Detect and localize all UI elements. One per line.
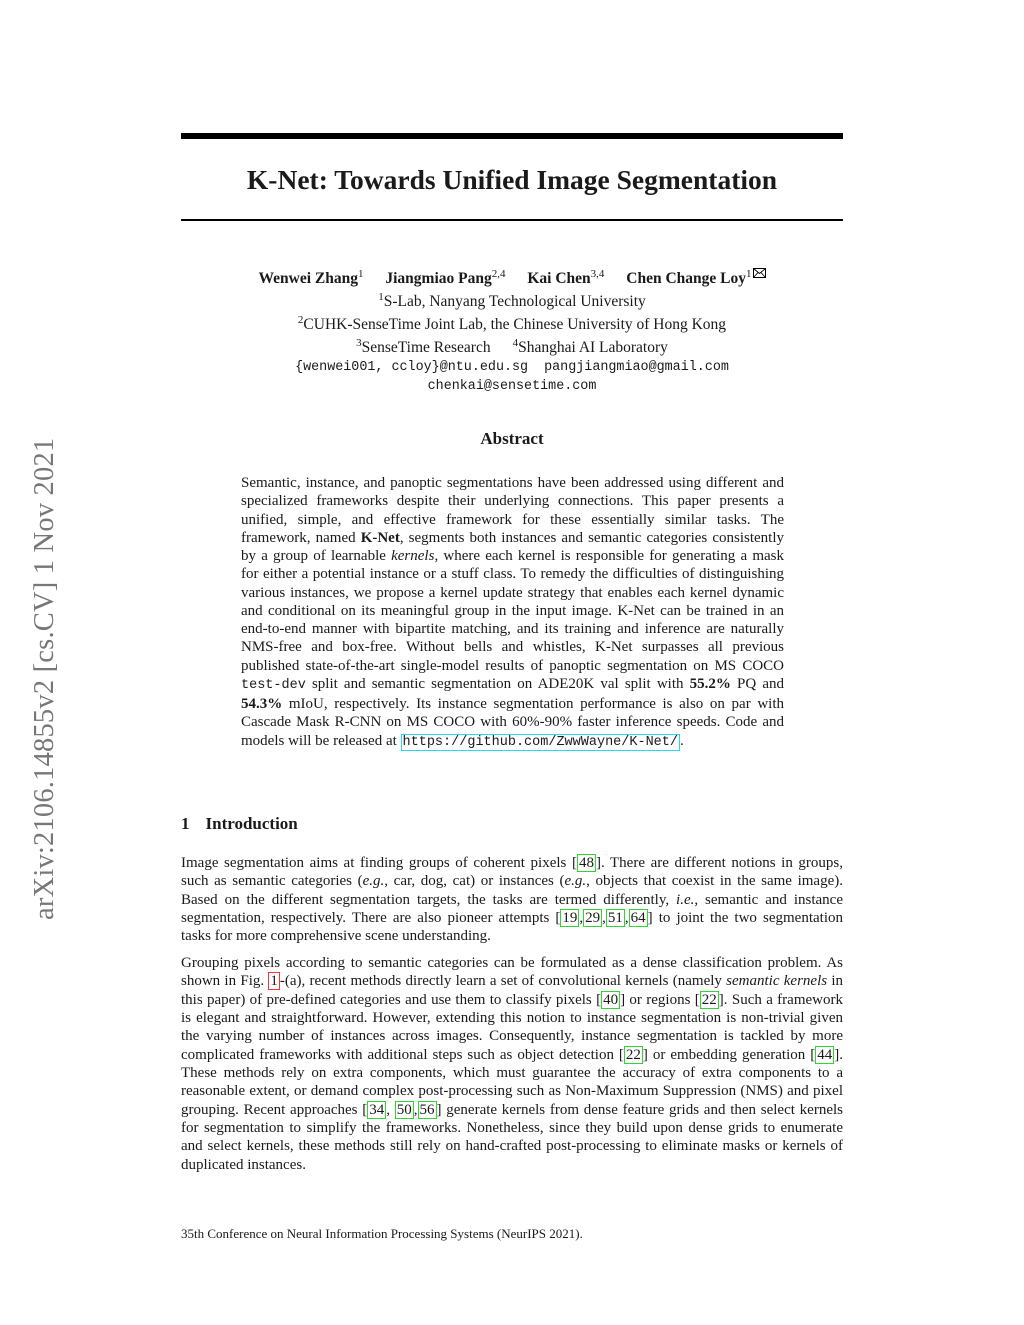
citation-link[interactable]: 51 bbox=[607, 910, 623, 927]
affiliation-line: $^3$SenseTime Research $^4$Shanghai AI Laboratory bbox=[356, 337, 668, 357]
author: Chen Change Loy$^1$ bbox=[626, 270, 765, 287]
author-names bbox=[181, 265, 843, 288]
citation-link[interactable]: 40 bbox=[603, 991, 619, 1008]
affiliation-line: $^2$CUHK-SenseTime Joint Lab, the Chinese University of Hong Kong bbox=[297, 314, 727, 334]
author: Jiangmiao Pang$^{2,4}$ bbox=[385, 268, 506, 288]
author: Kai Chen$^{3,4}$ bbox=[527, 268, 605, 288]
citation-link[interactable]: 48 bbox=[578, 855, 594, 871]
citation-link[interactable]: 29 bbox=[585, 910, 601, 927]
figure-link[interactable]: 1 bbox=[270, 973, 278, 990]
email-line: chenkai@sensetime.com bbox=[427, 378, 597, 394]
title-top-rule bbox=[181, 133, 843, 139]
citation-link[interactable]: 56 bbox=[419, 1101, 435, 1118]
citation-link[interactable]: 44 bbox=[817, 1046, 833, 1063]
citation-link[interactable]: 22 bbox=[701, 991, 717, 1008]
paper-title: K-Net: Towards Unified Image Segmentation bbox=[246, 164, 778, 195]
envelope-icon bbox=[753, 268, 766, 278]
citation-link[interactable]: 64 bbox=[630, 910, 646, 927]
abstract-heading: Abstract bbox=[480, 429, 544, 448]
section-heading-introduction: 1 Introduction bbox=[181, 814, 298, 833]
code-link[interactable]: https://github.com/ZwwWayne/K-Net/ bbox=[402, 734, 678, 750]
citation-link[interactable]: 19 bbox=[562, 910, 578, 927]
abstract-text: Semantic, instance, and panoptic segmentations have been addressed using different and specialized frameworks despite their underlying connections. This paper presents a unified, simple, and effective framework for these essentially similar tasks. The framework, named K-Net, segments both instances and semantic categories consistently by a group of learnable kernels, where each kernel is responsible for generating a mask for either a potential instance or a stuff class. To remedy the difficulties of distinguishing various instances, we propose a kernel update strategy that enables each kernel dynamic and conditional on its meaningful group in the input image. K-Net can be trained in an end-to-end manner with bipartite matching, and its training and inference are naturally NMS-free and box-free. Without bells and whistles, K-Net surpasses all previous published state-of-the-art single-model results of panoptic segmentation on MS COCO test-dev split and semantic segmentation on ADE20K val split with 55.2% PQ and 54.3% mIoU, respectively. Its instance segmentation performance is also on par with Cascade Mask R-CNN on MS COCO with 60%-90% faster inference speeds. Code and models will be released at https://github.com/ZwwWayne/K-Net/ . bbox=[241, 475, 784, 750]
author: Wenwei Zhang$^1$ bbox=[258, 268, 364, 288]
citation-link[interactable]: 34 bbox=[369, 1101, 385, 1118]
citation-link[interactable]: 22 bbox=[625, 1046, 641, 1063]
author-block bbox=[181, 265, 843, 396]
citation-link[interactable]: 50 bbox=[396, 1101, 412, 1118]
arxiv-stamp: arXiv:2106.14855v2 [cs.CV] 1 Nov 2021 bbox=[29, 437, 60, 920]
title-bottom-rule bbox=[181, 219, 843, 221]
intro-paragraph-1: Image segmentation aims at finding groups of coherent pixels [ 48 ]. There are different notions in groups, such as semantic categories (e.g., car, dog, cat) or instances (e.g., objects that coexist in the same image). Based on the different segmentation targets, the tasks are termed differently, i.e., semantic and instance segmentation, respectively. There are also pioneer attempts [ 19 , 29 , 51 , 64 ] to joint the two segmentation tasks for more comprehensive scene understanding. bbox=[181, 855, 844, 945]
affiliation-line: $^1$S-Lab, Nanyang Technological University bbox=[378, 291, 646, 311]
intro-paragraph-2: Grouping pixels according to semantic categories can be formulated as a dense classification problem. As shown in Fig. 1 -(a), recent methods directly learn a set of convolutional kernels (namely semantic kernels in this paper) of pre-defined categories and use them to classify pixels [ 40 ] or regions [ 22 ]. Such a framework is elegant and straightforward. However, extending this notion to instance segmentation is non-trivial given the varying number of instances across images. Consequently, instance segmentation is tackled by more complicated frameworks with additional steps such as object detection [ 22 ] or embedding generation [ 44 ]. These methods rely on extra components, which must guarantee the accuracy of extra components to a reasonable extent, or demand complex post-processing such as Non-Maximum Suppression (NMS) and pixel grouping. Recent approaches [ 34 , 50 , 56 ] generate kernels from dense feature grids and then select kernels for segmentation to simplify the frameworks. Nonetheless, since they build upon dense grids to enumerate and select kernels, these methods still rely on hand-crafted post-processing to eliminate masks or kernels of duplicated instances. bbox=[181, 955, 844, 1173]
conference-footer: 35th Conference on Neural Information Processing Systems (NeurIPS 2021). bbox=[181, 1226, 583, 1241]
email-line: {wenwei001, ccloy}@ntu.edu.sg pangjiangmiao@gmail.com bbox=[295, 359, 729, 375]
